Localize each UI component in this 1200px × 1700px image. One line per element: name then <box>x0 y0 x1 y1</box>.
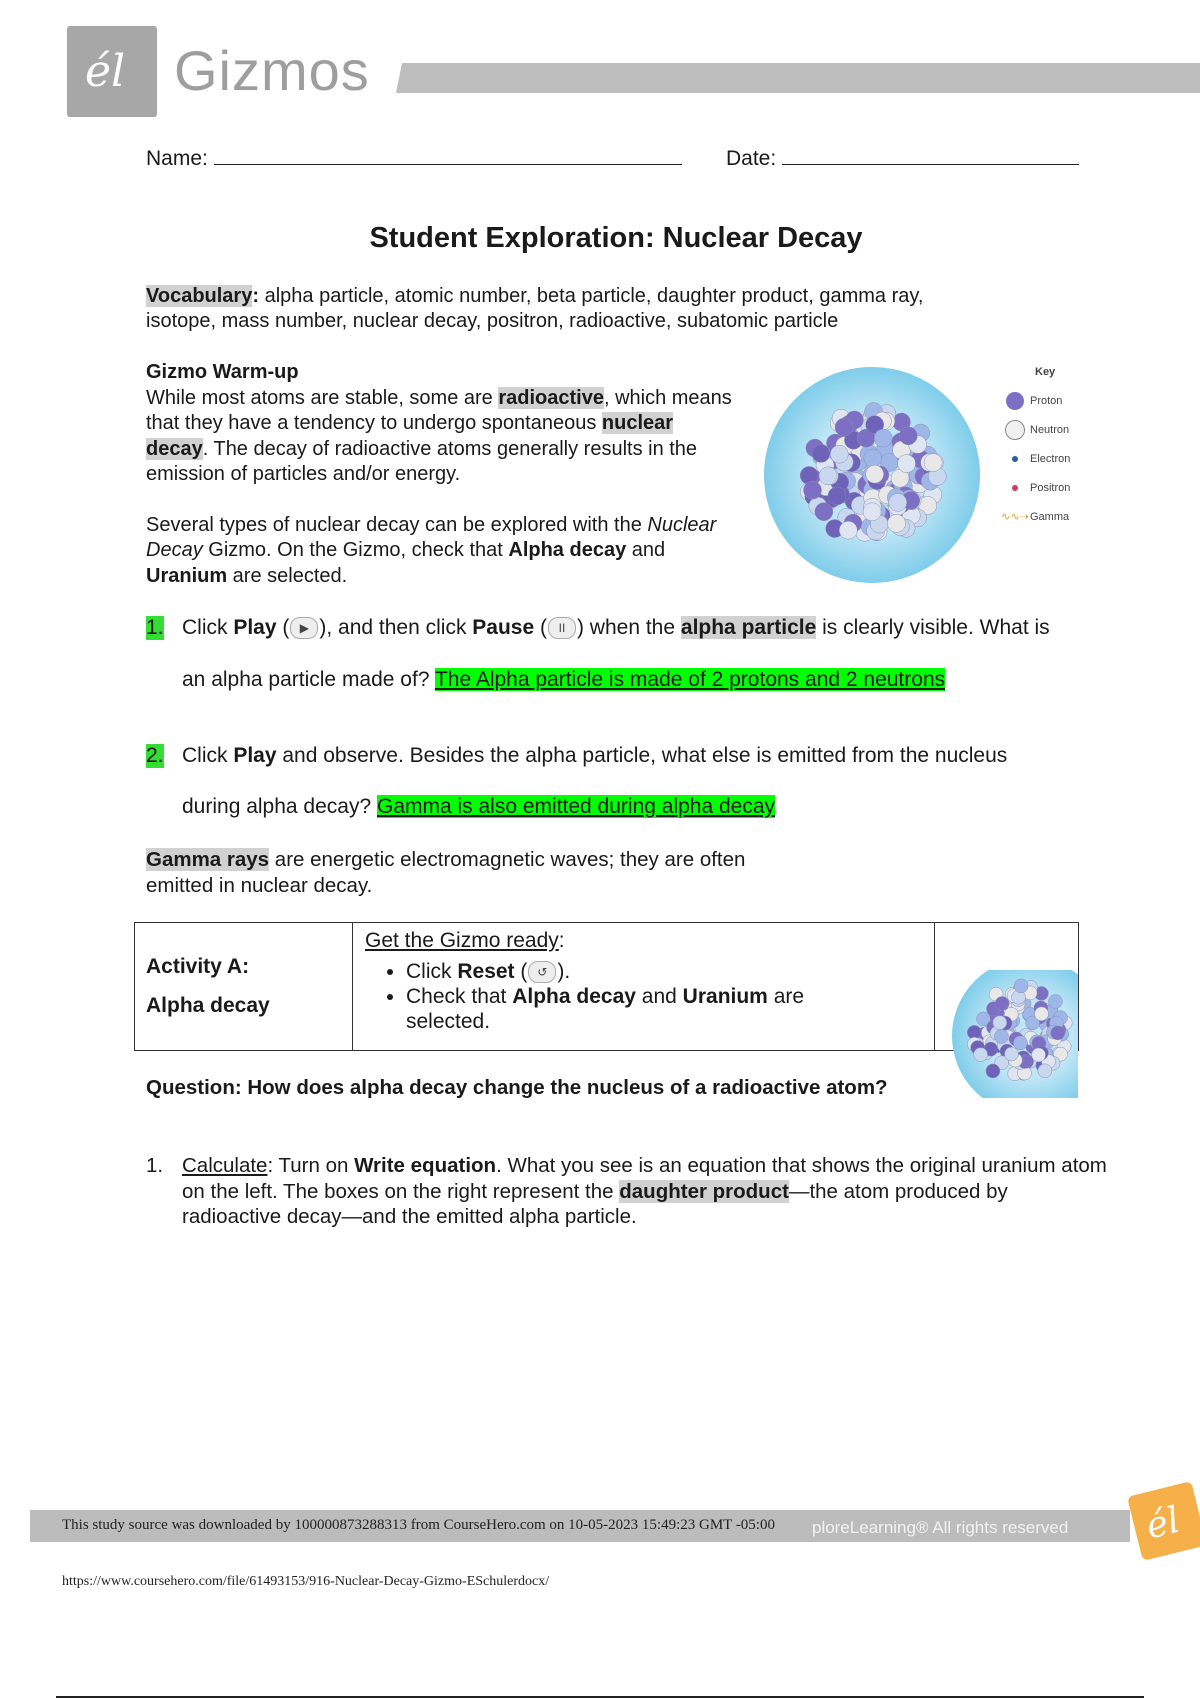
warmup-paragraph-2: Several types of nuclear decay can be explored with the Nuclear Decay Gizmo. On the Gizmo, check that Alpha decay and Uranium are selected. <box>146 513 717 587</box>
svg-text:él: él <box>85 46 126 97</box>
particle-key: Key Proton Neutron Electron Positron ∿∿➝ Gamma <box>1000 366 1090 531</box>
el-logo-icon <box>81 44 143 100</box>
reset-icon: ↺ <box>528 961 556 983</box>
brand-name: Gizmos <box>174 39 370 102</box>
warmup-paragraph-1: While most atoms are stable, some are radioactive, which means that they have a tendency to undergo spontaneous nuclear decay. The decay of radioactive atoms generally results in the emission of particles and/or energy. <box>146 386 732 485</box>
nucleon <box>864 449 882 467</box>
footer-url[interactable]: https://www.coursehero.com/file/61493153/916-Nuclear-Decay-Gizmo-ESchulerdocx/ <box>62 1574 550 1589</box>
nucleon <box>863 503 881 521</box>
nucleon <box>898 455 916 473</box>
page-title: Student Exploration: Nuclear Decay <box>369 222 863 254</box>
gamma-icon: ∿∿➝ <box>1001 511 1029 523</box>
uranium-nucleus-image <box>762 366 982 584</box>
nucleon <box>819 467 837 485</box>
warmup-heading: Gizmo Warm-up <box>146 361 299 383</box>
key-positron: Positron <box>1000 473 1090 502</box>
bottom-rule <box>56 1696 1144 1698</box>
key-proton: Proton <box>1000 386 1090 415</box>
header-bar <box>396 63 1200 93</box>
nucleon <box>974 1048 988 1062</box>
nucleon <box>1014 979 1028 993</box>
nucleon <box>1038 1064 1052 1078</box>
nucleon <box>828 487 846 505</box>
nucleon <box>803 481 821 499</box>
nucleon <box>924 454 942 472</box>
name-field[interactable]: Name: <box>146 146 682 171</box>
positron-icon <box>1012 485 1018 491</box>
nucleon <box>874 429 892 447</box>
activity-nucleus-image <box>940 970 1078 1098</box>
key-gamma: ∿∿➝ Gamma <box>1001 510 1070 523</box>
nucleon <box>986 1064 1000 1078</box>
gamma-rays-note: Gamma rays are energetic electromagnetic waves; they are often emitted in nuclear decay. <box>146 848 746 897</box>
nucleon <box>887 514 905 532</box>
pause-icon: II <box>548 617 576 639</box>
answer-2[interactable]: Gamma is also emitted during alpha decay <box>376 795 776 818</box>
proton-icon <box>1006 392 1024 410</box>
footer-el-logo-icon <box>1127 1481 1200 1561</box>
answer-1[interactable]: The Alpha particle is made of 2 protons and 2 neutrons <box>434 668 946 691</box>
vocabulary: Vocabulary: alpha particle, atomic number, beta particle, daughter product, gamma ray, isotope, mass number, nuclear decay, positron, radioactive, subatomic particle <box>146 285 924 332</box>
nucleon <box>815 503 833 521</box>
bullet-check: • Check that Alpha decay and Uranium are selected. <box>406 984 886 1034</box>
nucleon <box>993 1016 1007 1030</box>
play-icon: ▶ <box>290 617 318 639</box>
nucleon <box>835 418 853 436</box>
key-electron: Electron <box>1000 444 1090 473</box>
nucleon <box>866 465 884 483</box>
main-question: Question: How does alpha decay change the nucleus of a radioactive atom? <box>146 1076 888 1099</box>
nucleon <box>1032 1048 1046 1062</box>
nucleon <box>1013 1036 1027 1050</box>
nucleon <box>995 1029 1009 1043</box>
footer-rights: ploreLearning® All rights reserved <box>812 1518 1069 1537</box>
nucleon <box>995 996 1009 1010</box>
date-field[interactable]: Date: <box>726 146 1079 171</box>
activity-a-table: Activity A: Alpha decay Get the Gizmo ready: • Click Reset ( ↺ ). • Check that Alpha decay and Uranium are selected. <box>134 922 1079 1051</box>
svg-text:él: él <box>1142 1499 1184 1548</box>
nucleon <box>830 445 848 463</box>
nucleon <box>899 427 917 445</box>
key-neutron: Neutron <box>1000 415 1090 444</box>
nucleon <box>839 521 857 539</box>
neutron-icon <box>1005 420 1025 440</box>
nucleon <box>1048 995 1062 1009</box>
nucleon <box>1035 1007 1049 1021</box>
nucleon <box>1004 1047 1018 1061</box>
nucleon <box>889 493 907 511</box>
bullet-reset: • Click Reset ( ↺ ). <box>406 959 886 984</box>
gizmos-logo <box>67 26 157 117</box>
warmup-section <box>146 360 736 589</box>
nucleon <box>1051 1026 1065 1040</box>
nucleon <box>812 444 830 462</box>
electron-icon <box>1012 456 1018 462</box>
footer-source: This study source was downloaded by 100000873288313 from CourseHero.com on 10-05-2023 15:49:23 GMT -05:00 <box>62 1517 775 1533</box>
